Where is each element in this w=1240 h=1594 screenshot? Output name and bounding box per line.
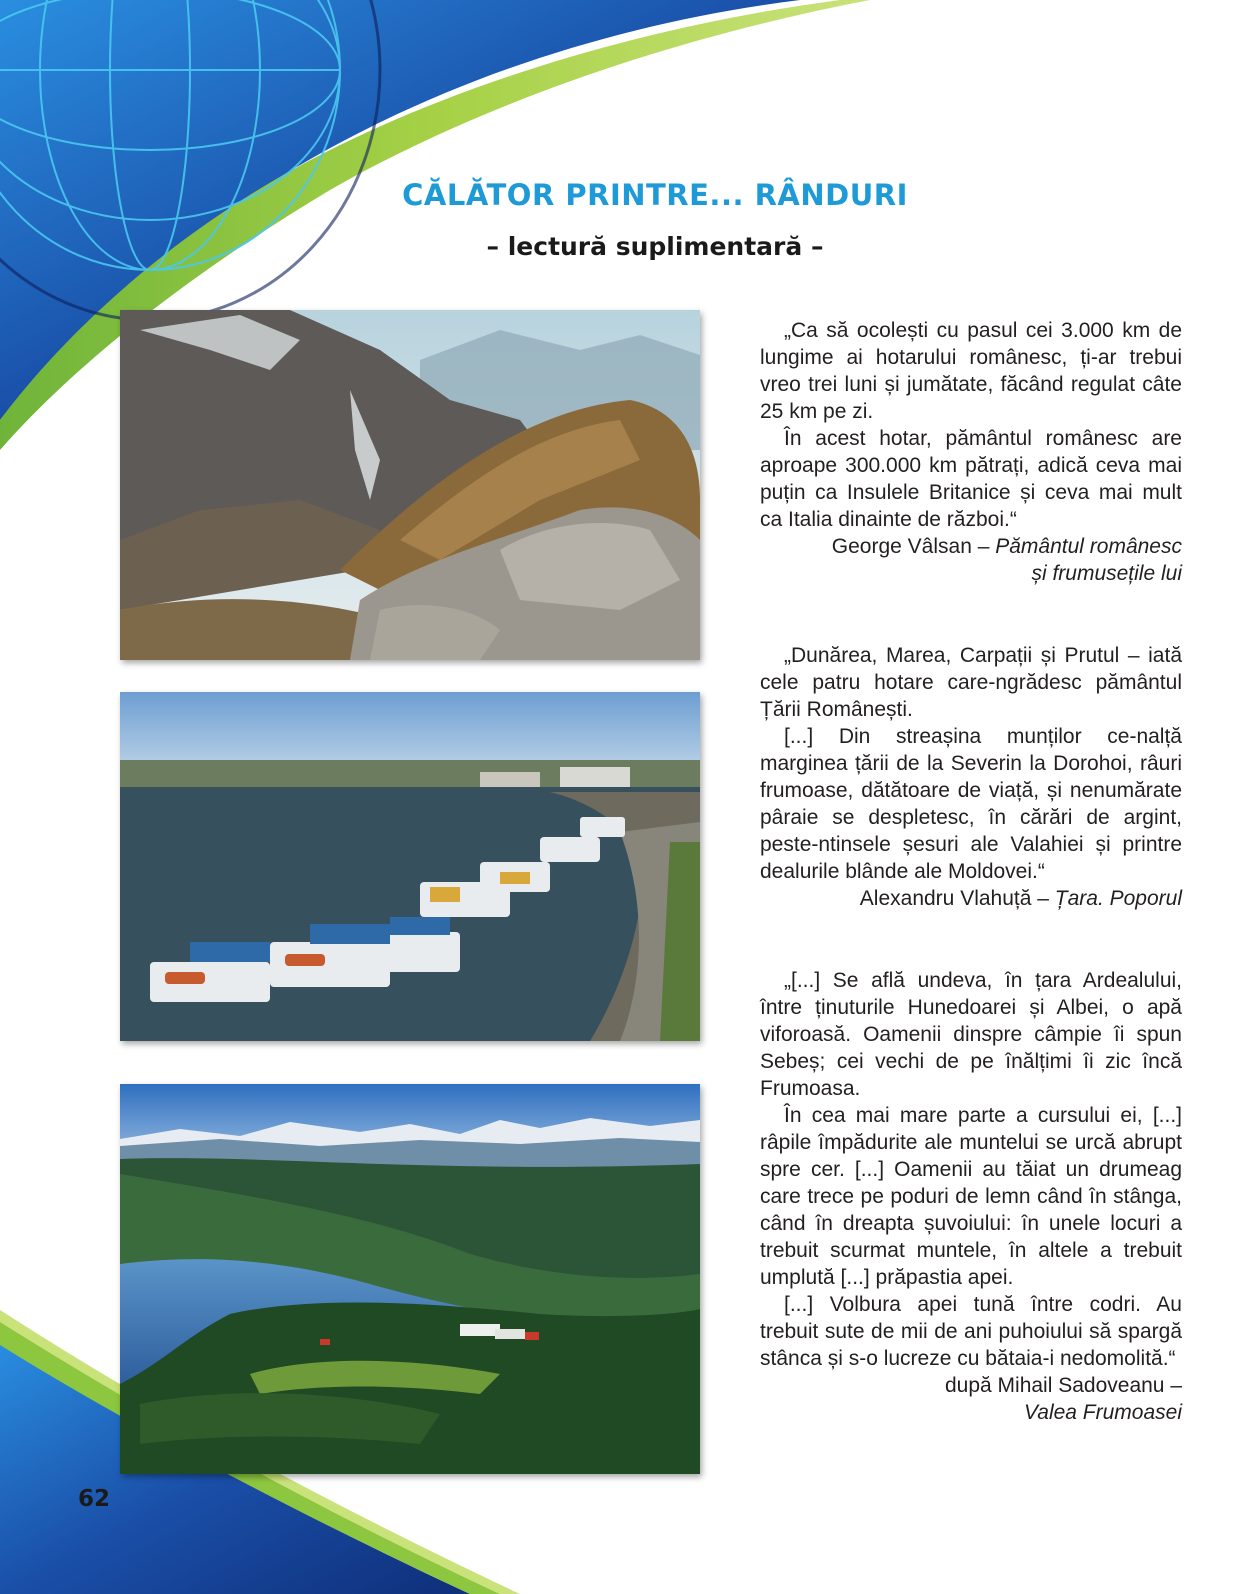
forest-lake-mountains-photo	[120, 1084, 700, 1474]
danube-harbor-boats-photo	[120, 692, 700, 1041]
author-name: George Vâlsan –	[831, 535, 996, 558]
quote-attribution	[760, 885, 1182, 912]
page-number: 62	[78, 1486, 111, 1512]
page-title: CĂLĂTOR PRINTRE... RÂNDURI	[402, 178, 908, 212]
quote-valsan	[760, 317, 1182, 587]
quote-paragraph: „[...] Se află undeva, în țara Ardealului, între ținuturile Hunedoarei și Albei, o apă viforoasă. Oamenii dinspre câmpie îi spun Sebeș; cei vechi de pe înălțimi îi zic încă Frumoasa.	[760, 969, 1182, 1100]
quote-attribution: după Mihail Sadoveanu –	[944, 1374, 1182, 1397]
work-title: Țara. Poporul	[1054, 887, 1182, 910]
page-subtitle: – lectură suplimentară –	[486, 232, 824, 261]
work-title: Pământul românesc	[995, 535, 1182, 558]
quote-sadoveanu	[760, 967, 1182, 1426]
quote-paragraph: [...] Din streașina munților ce-nalță marginea țării de la Severin la Dorohoi, râuri frumoase, dătătoare de viață, și nenumărate pâraie se despletesc, în cărări de argint, peste-ntinsele șesuri ale Valahiei și printre dealurile blânde ale Moldovei.“	[760, 725, 1182, 883]
quote-attribution-line2	[760, 560, 1182, 587]
quote-paragraph: „Dunărea, Marea, Carpații și Prutul – iată cele patru hotare care-ngrădesc pământul Țării Românești.	[760, 644, 1182, 721]
quote-attribution	[760, 533, 1182, 560]
quote-paragraph: „Ca să ocolești cu pasul cei 3.000 km de lungime ai hotarului românesc, ți-ar trebui vreo trei luni și jumătate, făcând regulat câte 25 km pe zi.	[760, 319, 1182, 423]
work-title: Valea Frumoasei	[1024, 1401, 1182, 1424]
mountain-ridge-photo	[120, 310, 700, 660]
author-name: Alexandru Vlahuță –	[859, 887, 1055, 910]
quote-vlahuta	[760, 642, 1182, 912]
quote-paragraph: În acest hotar, pământul românesc are aproape 300.000 km pătrați, adică ceva mai puțin ca Insulele Britanice și ceva mai mult ca Italia dinainte de război.“	[760, 427, 1182, 531]
quote-paragraph: În cea mai mare parte a cursului ei, [...] râpile împădurite ale muntelui se urcă abrupt spre cer. [...] Oamenii au tăiat un drumeag care trece pe poduri de lemn când în stânga, când în dreapta șuvoiului: în unele locuri a trebuit scurmat muntele, în altele a trebuit umplută [...] prăpastia apei.	[760, 1104, 1182, 1289]
work-title-cont: și frumusețile lui	[1031, 562, 1182, 585]
quote-attribution-line2	[760, 1399, 1182, 1426]
quote-paragraph: [...] Volbura apei tună între codri. Au trebuit sute de mii de ani puhoiului să spargă stânca și s-o lucreze cu bătaia-i nedomolită.“	[760, 1293, 1182, 1370]
